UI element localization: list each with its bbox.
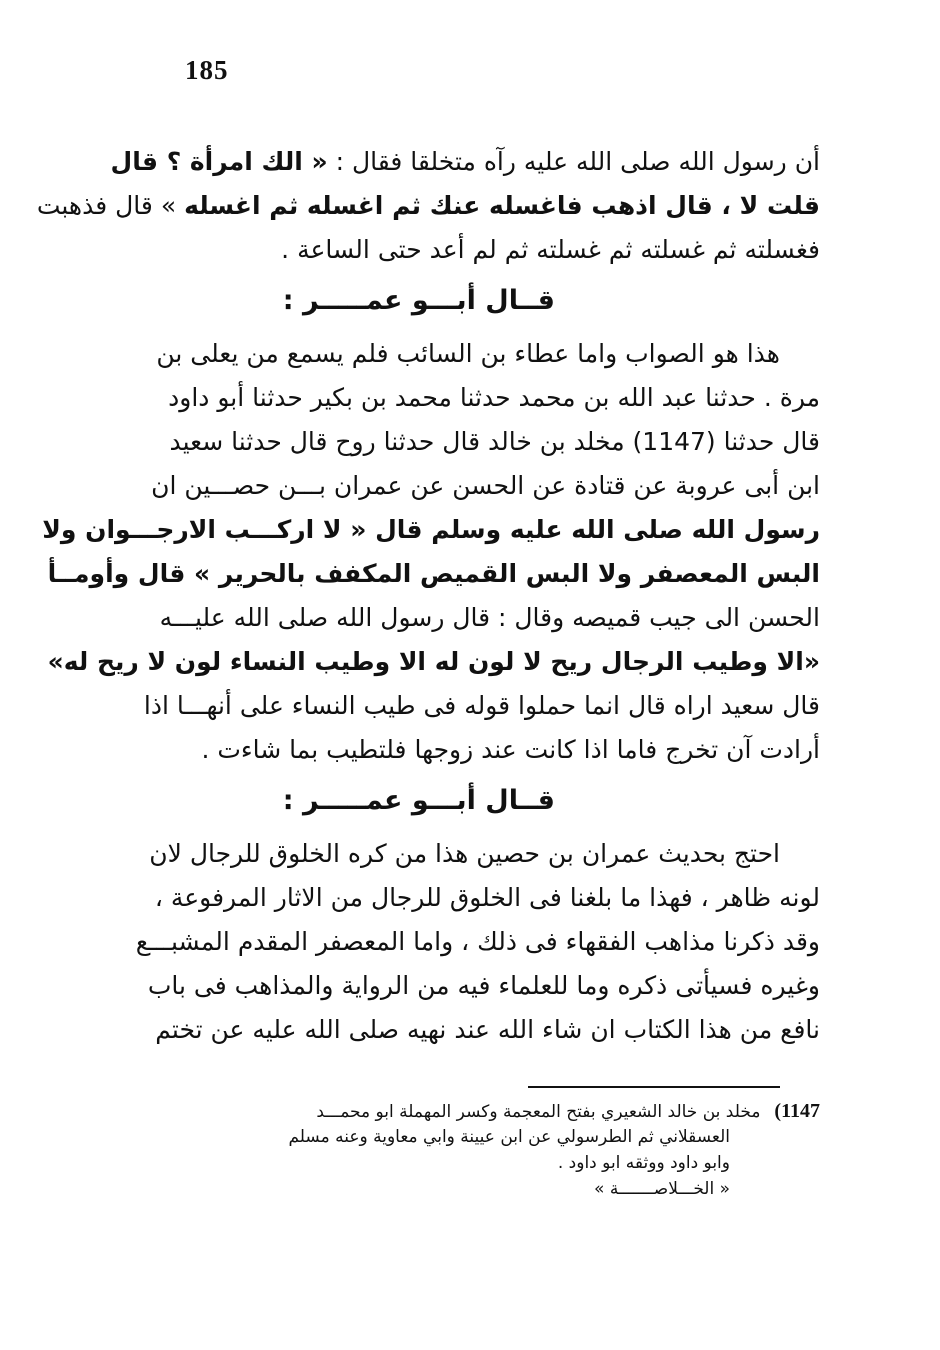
- footnote-line: العسقلاني ثم الطرسولي عن ابن عيينة وابي معاوية وعنه مسلم: [288, 1127, 730, 1147]
- paragraph-line: فغسلته ثم غسلته ثم غسلته ثم لم أعد حتى الساعة .: [281, 235, 820, 264]
- paragraph-line: قال سعيد اراه قال انما حملوا قوله فى طيب النساء على أنهـــا اذا: [143, 691, 820, 720]
- footnote-marker: 1147): [774, 1100, 820, 1122]
- paragraph-line: احتج بحديث عمران بن حصين هذا من كره الخلوق للرجال لان: [149, 839, 780, 868]
- paragraph-line: وغيره فسيأتى ذكره وما للعلماء فيه من الرواية والمذاهب فى باب: [147, 971, 820, 1000]
- paragraph-line: لونه ظاهر ، فهذا ما بلغنا فى الخلوق للرجال من الاثار المرفوعة ،: [154, 883, 820, 912]
- footnote-divider: [528, 1086, 780, 1088]
- section-heading: قــال أبـــو عمـــــر :: [282, 285, 555, 316]
- paragraph-2: [42, 332, 820, 772]
- paragraph-line: البس المعصفر ولا البس القميص المكفف بالحرير » قال وأومــأ: [47, 559, 820, 588]
- paragraph-line: هذا هو الصواب واما عطاء بن السائب فلم يسمع من يعلى بن: [156, 339, 780, 368]
- paragraph-line: الحسن الى جيب قميصه وقال : قال رسول الله صلى الله عليـــه: [159, 603, 820, 632]
- paragraph-line: نافع من هذا الكتاب ان شاء الله عند نهيه صلى الله عليه عن تختم: [155, 1015, 820, 1044]
- footnote: [150, 1098, 820, 1202]
- footnote-line: 1147)مخلد بن خالد الشعيري بفتح المعجمة وكسر المهملة ابو محمـــد: [316, 1100, 820, 1122]
- section-heading: قــال أبـــو عمـــــر :: [282, 785, 555, 816]
- paragraph-line: قلت لا ، قال اذهب فاغسله عنك ثم اغسله ثم اغسله » قال فذهبت: [36, 191, 820, 220]
- paragraph-line: قال حدثنا (1147) مخلد بن خالد قال حدثنا روح قال حدثنا سعيد: [169, 427, 820, 456]
- footnote-line: وابو داود ووثقه ابو داود .: [557, 1153, 730, 1173]
- paragraph-line: وقد ذكرنا مذاهب الفقهاء فى ذلك ، واما المعصفر المقدم المشبـــع: [135, 927, 820, 956]
- footnote-line: « الخـــلاصـــــــة »: [594, 1179, 730, 1199]
- paragraph-line: أرادت آن تخرج فاما اذا كانت عند زوجها فلتطيب بما شاءت .: [201, 735, 820, 764]
- paragraph-1: [36, 140, 820, 272]
- paragraph-line: «الا وطيب الرجال ريح لا لون له الا وطيب النساء لون لا ريح له»: [47, 647, 820, 676]
- paragraph-line: رسول الله صلى الله عليه وسلم قال « لا اركـــب الارجـــوان ولا: [42, 515, 820, 544]
- paragraph-line: أن رسول الله صلى الله عليه رآه متخلقا فقال : « الك امرأة ؟ قال: [110, 147, 820, 176]
- page-number: 185: [185, 55, 229, 85]
- paragraph-line: مرة . حدثنا عبد الله بن محمد حدثنا محمد بن بكير حدثنا أبو داود: [168, 383, 820, 412]
- paragraph-3: [135, 832, 820, 1052]
- paragraph-line: ابن أبى عروبة عن قتادة عن الحسن عن عمران بـــن حصـــين ان: [151, 471, 820, 500]
